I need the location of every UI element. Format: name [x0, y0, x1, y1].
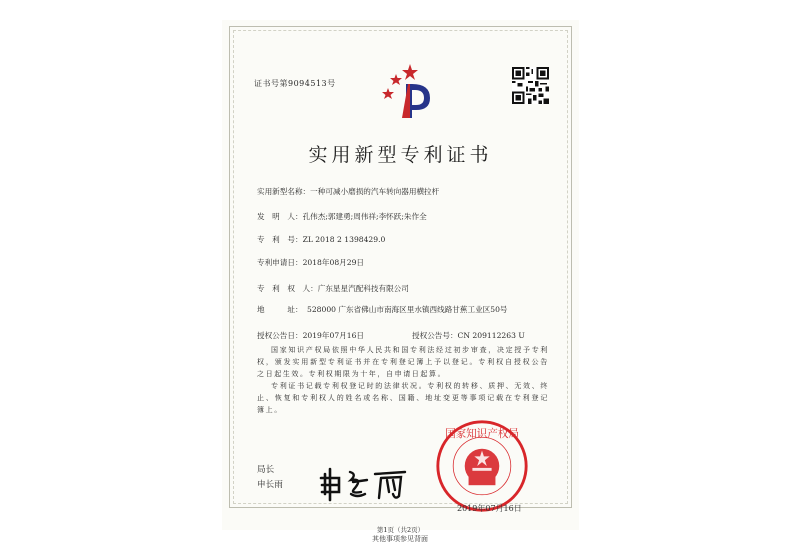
field-application-date [257, 257, 364, 268]
certificate-paragraph-1: 国家知识产权局依照中华人民共和国专利法经过初步审查，决定授予专利权，颁发实用新型专利证书并在专利登记簿上予以登记。专利权自授权公告之日起生效。专利权期限为十年，自申请日起算。 [257, 346, 549, 378]
certificate-title: 实用新型专利证书 [308, 144, 493, 166]
announcement-number: 授权公告号：CN 209112263 U [412, 331, 525, 340]
field-value: 2019年07月16日 [302, 331, 364, 340]
certificate-number: 证书号第9094513号 [254, 79, 336, 88]
footer-note: 其他事项参见背面 [372, 535, 428, 543]
field-label: 专 利 权 人： [257, 284, 318, 293]
field-label: 地 址： [257, 305, 303, 314]
director-title: 局长 [257, 465, 275, 475]
field-patent-number [257, 234, 385, 245]
field-value: 孔伟杰;郭建勇;周伟祥;李怀跃;朱作全 [302, 212, 427, 221]
director-signature [317, 464, 412, 504]
page-number: 第1页（共2页） [376, 526, 425, 534]
field-value: 2018年08月29日 [302, 258, 364, 267]
field-inventors [257, 211, 427, 222]
seal-date: 2019年07月16日 [457, 504, 522, 513]
field-value: ZL 2018 2 1398429.0 [302, 235, 386, 244]
field-value: 一种可减小磨损的汽车转向器用横拉杆 [310, 187, 440, 196]
field-value: 广东星星汽配科技有限公司 [317, 284, 409, 293]
field-address-value: 528000 广东省佛山市南海区里水镇西线路甘蕉工业区50号 [307, 305, 508, 314]
field-label: 实用新型名称： [257, 187, 311, 196]
field-address-label [257, 304, 303, 315]
director-name: 申长雨 [257, 480, 283, 490]
svg-text:国家知识产权局: 国家知识产权局 [445, 428, 519, 441]
field-grant-date [257, 330, 364, 341]
field-label: 发 明 人： [257, 212, 303, 221]
field-utility-model-name [257, 186, 439, 197]
field-label: 专 利 号： [257, 235, 303, 244]
qr-code-icon [512, 67, 549, 104]
certificate-paragraph-2: 专利证书记载专利权登记时的法律状况。专利权的转移、质押、无效、终止、恢复和专利权人的姓名或名称、国籍、地址变更等事项记载在专利登记簿上。 [257, 382, 549, 414]
field-label: 授权公告日： [257, 331, 303, 340]
field-patentee [257, 283, 409, 294]
field-label: 专利申请日： [257, 258, 303, 267]
patent-office-logo-icon [372, 60, 442, 120]
certificate-page [222, 20, 579, 534]
official-seal [434, 418, 530, 514]
